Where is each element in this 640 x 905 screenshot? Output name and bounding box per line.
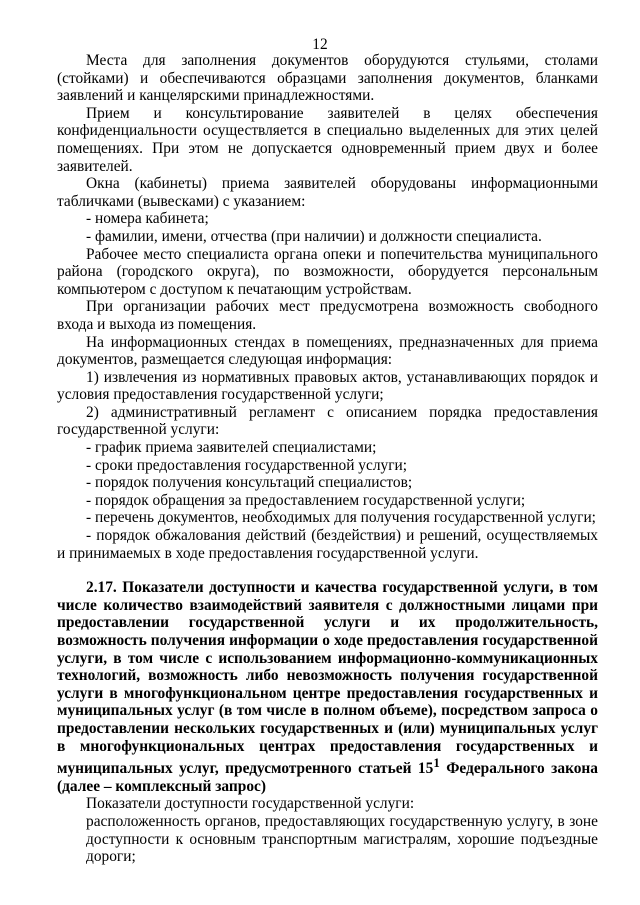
list-item: - сроки предоставления государственной услуги;	[86, 456, 408, 474]
section-heading	[57, 579, 598, 795]
paragraph-info-stands: На информационных стендах в помещениях, предназначенных для приема документов, размещается следующая информация:	[57, 333, 598, 369]
paragraph-workplace: Рабочее место специалиста органа опеки и попечительства муниципального района (городского округа), по возможности, оборудуется персональным компьютером с доступом к печатающим устройствам.	[57, 245, 598, 298]
paragraph-consultation: Прием и консультирование заявителей в целях обеспечения конфиденциальности осуществляется в специально выделенных для этих целей помещениях. При этом не допускается одновременный прием двух и более заявителей.	[57, 104, 598, 175]
list-item: - порядок обращения за предоставлением государственной услуги;	[86, 491, 526, 509]
list-item: - фамилии, имени, отчества (при наличии) и должности специалиста.	[86, 227, 542, 245]
list-item: - порядок обжалования действий (бездействия) и решений, осуществляемых и принимаемых в ходе предоставления государственной услуги.	[57, 527, 598, 562]
section-gap	[57, 562, 598, 579]
list-item: 1) извлечения из нормативных правовых актов, устанавливающих порядок и условия предоставления государственной услуги;	[57, 368, 598, 404]
list-item: - перечень документов, необходимых для получения государственной услуги;	[86, 509, 596, 527]
document-body	[57, 52, 598, 866]
list-item: 2) административный регламент с описанием порядка предоставления государственной услуги:	[57, 403, 598, 439]
paragraph-windows: Окна (кабинеты) приема заявителей оборудованы информационными табличками (вывесками) с указанием:	[57, 175, 598, 210]
page-number: 12	[312, 36, 328, 53]
list-item: - порядок получения консультаций специалистов;	[86, 474, 413, 492]
paragraph-document-places: Места для заполнения документов оборудуются стульями, столами (стойками) и обеспечиваются образцами заполнения документов, бланками заявлений и канцелярскими принадлежностями.	[57, 52, 598, 105]
section-heading-superscript: 1	[433, 756, 440, 771]
paragraph-transport-access: расположенность органов, предоставляющих государственную услугу, в зоне доступности к основным транспортным магистралям, хорошие подъездные дороги;	[86, 813, 598, 866]
list-item: - график приема заявителей специалистами;	[86, 439, 377, 457]
section-heading-text: 2.17. Показатели доступности и качества государственной услуги, в том числе количество взаимодействий заявителя с должностными лицами при предоставлении государственной услуги и их продолжительность, возможность получения информации о ходе предоставления государственной услуги, в том числе с использованием информационно-коммуникационных технологий, возможность либо невозможность получения государственной услуги в многофункциональном центре предоставления государственных и муниципальных услуг (в том числе в полном объеме), посредством запроса о предоставлении нескольких государственных и (или) муниципальных услуг в многофункциональных центрах предоставления государственных и муниципальных услуг, предусмотренного статьей 15	[57, 579, 598, 778]
paragraph-free-access: При организации рабочих мест предусмотрена возможность свободного входа и выхода из помещения.	[57, 298, 598, 333]
section-heading-tail: Федерального закона (далее – комплексный запрос)	[57, 760, 598, 795]
paragraph-accessibility-indicators: Показатели доступности государственной услуги:	[86, 795, 415, 813]
list-item: - номера кабинета;	[86, 210, 209, 228]
